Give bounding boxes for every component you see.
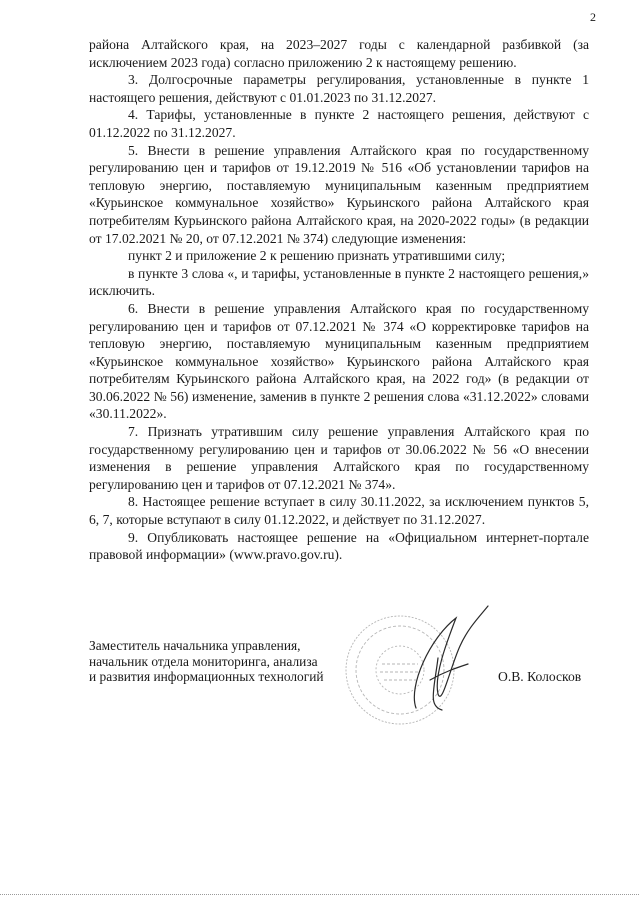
paragraph-9: 9. Опубликовать настоящее решение на «Официальном интернет-портале правовой информации» (www.pravo.gov.ru). bbox=[89, 529, 589, 563]
paragraph-3: 3. Долгосрочные параметры регулирования, установленные в пункте 1 настоящего решения, действуют с 01.01.2023 по 31.12.2027. bbox=[89, 72, 589, 105]
paragraph-8: 8. Настоящее решение вступает в силу 30.11.2022, за исключением пунктов 5, 6, 7, которые вступают в силу 01.12.2022, и действует по 31.12.2027. bbox=[89, 494, 589, 528]
paragraph-4: 4. Тарифы, установленные в пункте 2 настоящего решения, действуют с 01.12.2022 по 31.12.2027. bbox=[89, 107, 589, 140]
handwritten-signature bbox=[414, 606, 488, 710]
paragraph-5-item-1: пункт 2 и приложение 2 к решению признать утратившими силу; bbox=[128, 248, 506, 264]
signatory-name: О.В. Колосков bbox=[498, 669, 582, 684]
page-number: 2 bbox=[590, 10, 596, 24]
position-line: и развития информационных технологий bbox=[89, 669, 324, 685]
position-line: начальник отдела мониторинга, анализа bbox=[89, 653, 318, 669]
scan-edge-line bbox=[0, 894, 639, 895]
paragraph-5: 5. Внести в решение управления Алтайского края по государственному регулированию цен и тарифов от 19.12.2019 № 516 «Об установлении тарифов на тепловую энергию, поставляемую муниципальным казенным предприятием «Курьинское коммунальное хозяйство» Курьинского района Алтайского края потребителям Курьинского района Алтайского края, на 2020-2022 годы» (в редакции от 17.02.2021 № 20, от 07.12.2021 № 374) следующие изменения: bbox=[89, 142, 589, 246]
position-line: Заместитель начальника управления, bbox=[89, 638, 301, 653]
paragraph-5-item-2: в пункте 3 слова «, и тарифы, установленные в пункте 2 настоящего решения,» исключить. bbox=[89, 265, 589, 299]
document-body bbox=[89, 36, 589, 564]
seal-and-signature bbox=[338, 598, 508, 738]
paragraph-continuation: района Алтайского края, на 2023–2027 годы с календарной разбивкой (за исключением 2023 года) согласно приложению 2 к настоящему решению. bbox=[89, 37, 589, 70]
paragraph-6: 6. Внести в решение управления Алтайского края по государственному регулированию цен и тарифов от 07.12.2021 № 374 «О корректировке тарифов на тепловую энергию, поставляемую муниципальным казенным предприятием «Курьинское коммунальное хозяйство» Курьинского района Алтайского края потребителям Курьинского района Алтайского края, на 2022 год» (в редакции от 30.06.2022 № 56) изменение, заменив в пункте 2 решения слова «31.12.2022» словами «30.11.2022». bbox=[89, 300, 589, 422]
signatory-position bbox=[89, 638, 349, 685]
paragraph-7: 7. Признать утратившим силу решение управления Алтайского края по государственному регулированию цен и тарифов от 30.06.2022 № 56 «О внесении изменения в решение управления Алтайского края по государственному регулированию цен и тарифов от 07.12.2021 № 374». bbox=[89, 424, 589, 492]
